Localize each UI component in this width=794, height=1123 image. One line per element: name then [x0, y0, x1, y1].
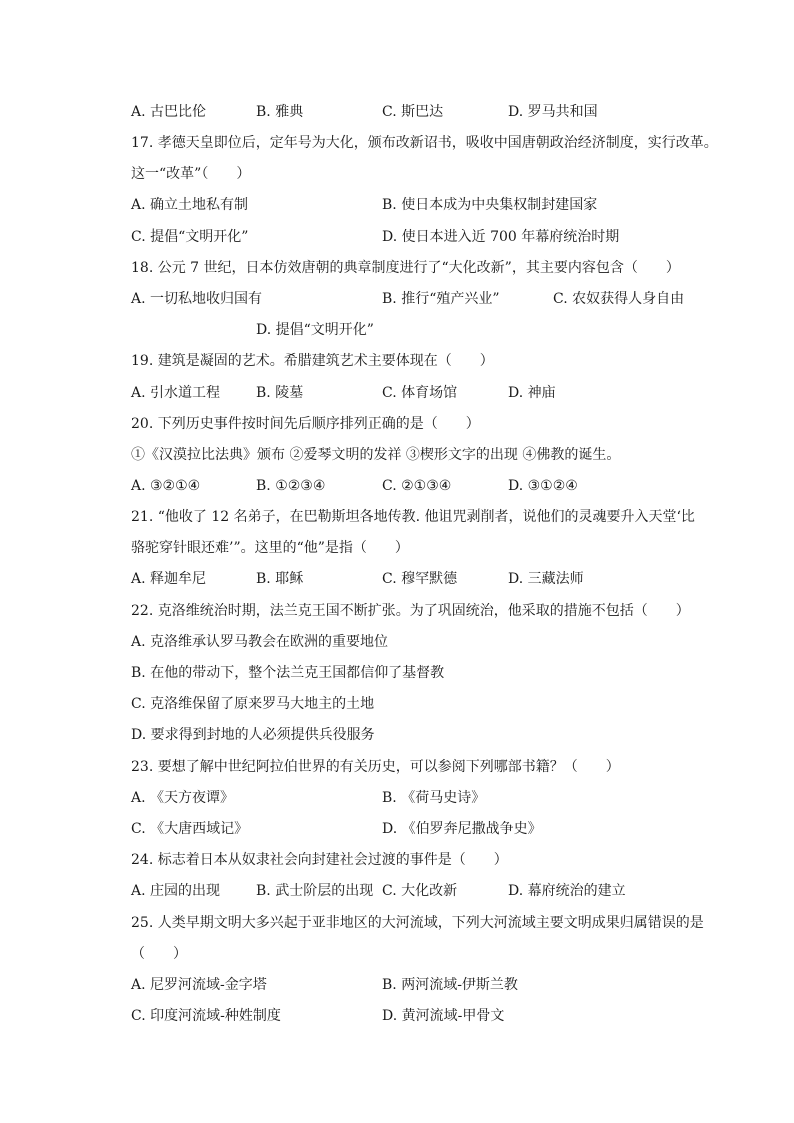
q19-option-b: B. 陵墓 [256, 385, 304, 401]
q21-option-a: A. 释迦牟尼 [131, 571, 207, 587]
q19-option-c: C. 体育场馆 [382, 385, 458, 401]
q23-option-c: C. 《大唐西域记》 [131, 821, 249, 837]
q24-stem: 24. 标志着日本从奴隶社会向封建社会过渡的事件是（ ） [131, 852, 508, 868]
q17-stem: 17. 孝德天皇即位后，定年号为大化，颁布改新诏书，吸收中国唐朝政治经济制度，实行改革。 [131, 135, 718, 151]
q17-option-d: D. 使日本进入近 700 年幕府统治时期 [382, 229, 620, 245]
q22-stem: 22. 克洛维统治时期，法兰克王国不断扩张。为了巩固统治，他采取的措施不包括（ ） [131, 603, 690, 619]
q25-option-d: D. 黄河流域-甲骨文 [382, 1008, 505, 1024]
q25-stem-continued: （ ） [131, 946, 187, 962]
q22-option-b: B. 在他的带动下，整个法兰克王国都信仰了基督教 [131, 665, 445, 681]
q16-option-a: A. 古巴比伦 [131, 104, 207, 120]
q23-option-a: A. 《天方夜谭》 [131, 790, 235, 806]
q20-option-c: C. ②①③④ [382, 478, 452, 494]
q25-option-a: A. 尼罗河流域-金字塔 [131, 977, 267, 993]
q25-option-c: C. 印度河流域-种姓制度 [131, 1008, 281, 1024]
q17-option-c: C. 提倡“文明开化” [131, 229, 249, 245]
q20-option-b: B. ①②③④ [256, 478, 326, 494]
q18-stem: 18. 公元 7 世纪，日本仿效唐朝的典章制度进行了“大化改新”，其主要内容包含（ ） [131, 260, 680, 276]
q22-option-d: D. 要求得到封地的人必须提供兵役服务 [131, 727, 375, 743]
q23-option-d: D. 《伯罗奔尼撒战争史》 [382, 821, 542, 837]
q24-option-b: B. 武士阶层的出现 [256, 883, 374, 899]
q24-option-d: D. 幕府统治的建立 [508, 883, 626, 899]
q18-option-c: C. 农奴获得人身自由 [553, 291, 685, 307]
q23-stem: 23. 要想了解中世纪阿拉伯世界的有关历史，可以参阅下列哪部书籍？（ ） [131, 759, 620, 775]
q20-option-d: D. ③①②④ [508, 478, 578, 494]
q16-option-d: D. 罗马共和国 [508, 104, 598, 120]
q24-option-c: C. 大化改新 [382, 883, 458, 899]
q21-stem-continued: 骆驼穿针眼还难’”。这里的“他”是指（ ） [131, 540, 409, 556]
q22-option-c: C. 克洛维保留了原来罗马大地主的土地 [131, 696, 375, 712]
q19-option-d: D. 神庙 [508, 385, 556, 401]
q24-option-a: A. 庄园的出现 [131, 883, 221, 899]
q17-option-b: B. 使日本成为中央集权制封建国家 [382, 197, 598, 213]
q25-option-b: B. 两河流域-伊斯兰教 [382, 977, 518, 993]
q16-option-b: B. 雅典 [256, 104, 304, 120]
q22-option-a: A. 克洛维承认罗马教会在欧洲的重要地位 [131, 634, 389, 650]
q19-stem: 19. 建筑是凝固的艺术。希腊建筑艺术主要体现在（ ） [131, 353, 494, 369]
q23-option-b: B. 《荷马史诗》 [382, 790, 486, 806]
q20-items: ①《汉漠拉比法典》颁布 ②爱琴文明的发祥 ③楔形文字的出现 ④佛教的诞生。 [131, 447, 621, 463]
q21-option-c: C. 穆罕默德 [382, 571, 458, 587]
q20-option-a: A. ③②①④ [131, 478, 201, 494]
q25-stem: 25. 人类早期文明大多兴起于亚非地区的大河流域，下列大河流域主要文明成果归属错误的是 [131, 915, 704, 931]
q18-option-a: A. 一切私地收归国有 [131, 291, 263, 307]
q20-stem: 20. 下列历史事件按时间先后顺序排列正确的是（ ） [131, 416, 480, 432]
q18-option-b: B. 推行“殖产兴业” [382, 291, 500, 307]
q18-option-d: D. 提倡“文明开化” [256, 322, 374, 338]
q19-option-a: A. 引水道工程 [131, 385, 221, 401]
q17-option-a: A. 确立土地私有制 [131, 197, 249, 213]
q21-option-d: D. 三藏法师 [508, 571, 584, 587]
q16-option-c: C. 斯巴达 [382, 104, 444, 120]
q21-stem: 21. “他收了 12 名弟子，在巴勒斯坦各地传教. 他诅咒剥削者，说他们的灵魂要升入天堂‘比 [131, 509, 695, 525]
q21-option-b: B. 耶稣 [256, 571, 304, 587]
q17-stem-continued: 这一“改革”（ ） [131, 166, 251, 182]
